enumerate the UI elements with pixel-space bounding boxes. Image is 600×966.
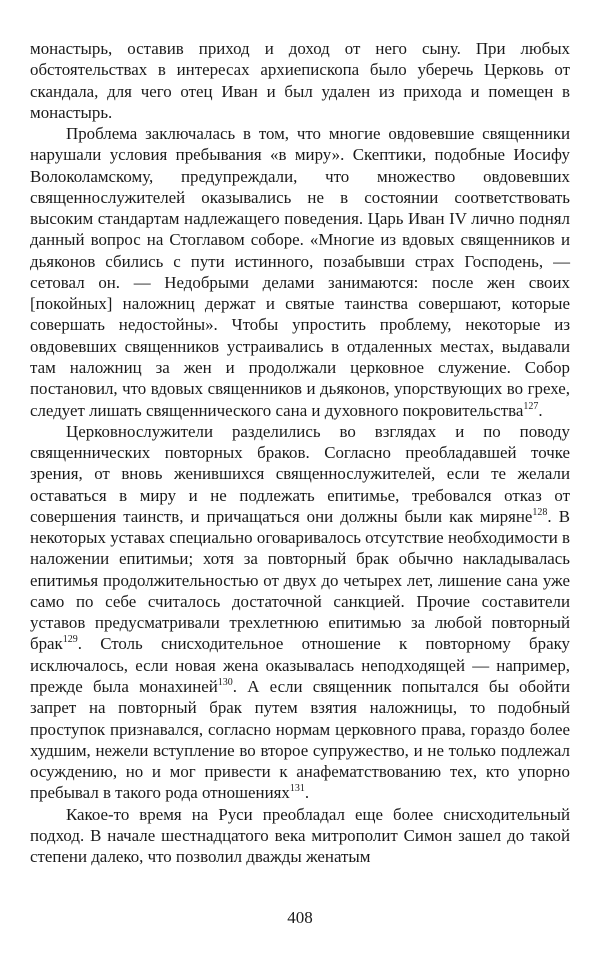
text-segment: Какое-то время на Руси преобладал еще более снисходительный подход. В начале шестнадцатого века митрополит Симон зашел до такой степени далеко, что позволил дважды женатым bbox=[30, 804, 570, 867]
paragraph-3 bbox=[30, 421, 570, 804]
text-segment: . bbox=[304, 783, 310, 803]
text-segment: . bbox=[538, 400, 543, 420]
text-segment: монастырь, оставив приход и доход от него сыну. При любых обстоятельствах в интересах архиепископа было уберечь Церковь от скандала, для чего отец Иван и был удален из прихода и помещен в монастырь. bbox=[30, 39, 570, 122]
text-segment: . А если священник попытался бы обойти запрет на повторный брак путем взятия наложницы, то подобный проступок признавался, согласно нормам церковного права, гораздо более худшим, нежели вступление во второе супружество, и не только подлежал осуждению, но и мог привести к анафематствованию тех, кто упорно пребывал в такого рода отношениях bbox=[30, 676, 570, 803]
paragraph-2 bbox=[30, 123, 570, 421]
text-segment: Проблема заключалась в том, что многие овдовевшие священники нарушали условия пребывания «в миру». Скептики, подобные Иосифу Волоколамскому, предупреждали, что множество овдовевших священнослужителей оказывались не в состоянии соответствовать высоким стандартам надлежащего поведения. Царь Иван IV лично поднял данный вопрос на Стоглавом соборе. «Многие из вдовых священников и дьяконов сбились с пути истинного, позабывши страх Господень, — сетовал он. — Недобрыми делами занимаются: после жен своих [покойных] наложниц держат и святые таинства совершают, которые совершать недостойны». Чтобы упростить проблему, некоторые из овдовевших священников устраивались в отдаленных местах, выдавали там наложниц за жен и продолжали церковное служение. Собор постановил, что вдовых священников и дьяконов, упорствующих во грехе, следует лишать священнического сана и духовного покровительства bbox=[30, 124, 570, 420]
text-segment: . В некоторых уставах специально оговаривалось отсутствие необходимости в наложении епитимьи; хотя за повторный брак обычно накладывалась епитимья продолжительностью от двух до четырех лет, лишение сана уже само по себе считалось достаточной санкцией. Прочие составители уставов предусматривали трехлетнюю епитимью за любой повторный брак bbox=[30, 506, 570, 654]
text-segment: . Столь снисходительное отношение к повторному браку исключалось, если новая жена оказывалась неподходящей — например, прежде была монахиней bbox=[30, 634, 570, 696]
paragraph-1 bbox=[30, 38, 570, 123]
page-number: 408 bbox=[287, 908, 313, 927]
footnote-ref-129: 129 bbox=[62, 634, 78, 646]
footnote-ref-131: 131 bbox=[289, 783, 305, 795]
page-body bbox=[30, 38, 570, 867]
footnote-ref-128: 128 bbox=[532, 506, 548, 518]
text-segment: Церковнослужители разделились во взглядах и по поводу священнических повторных браков. Согласно преобладавшей точке зрения, от вновь женившихся священнослужителей, если те желали оставаться в миру и не подлежать епитимье, требовался отказ от совершения таинств, и причащаться они должны были как миряне bbox=[30, 421, 570, 526]
footnote-ref-130: 130 bbox=[217, 676, 233, 688]
paragraph-4 bbox=[30, 804, 570, 868]
footnote-ref-127: 127 bbox=[523, 400, 539, 412]
